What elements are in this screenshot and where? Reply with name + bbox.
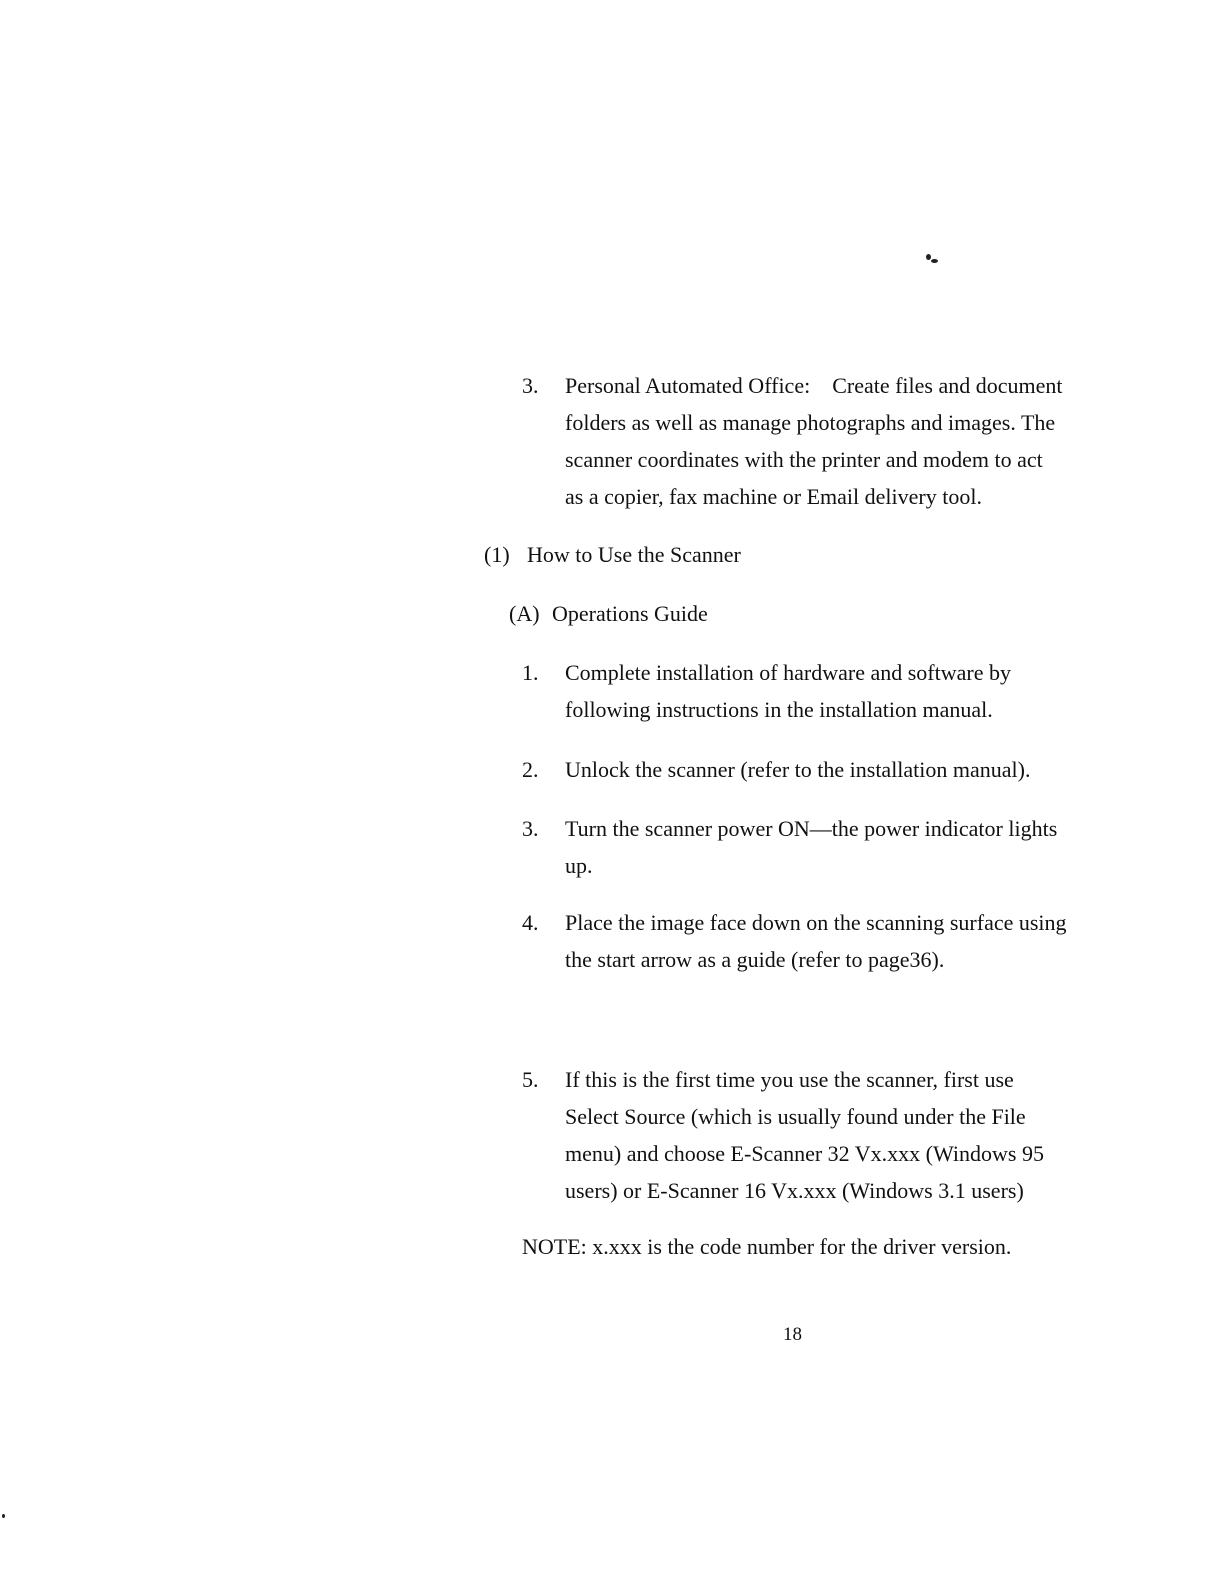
- step-line: menu) and choose E-Scanner 32 Vx.xxx (Windows 95: [565, 1141, 1044, 1166]
- step-text: [565, 654, 1122, 728]
- step-number: 4.: [522, 910, 539, 935]
- step-item: [522, 810, 1122, 884]
- step-line: following instructions in the installation manual.: [565, 697, 993, 722]
- top-item-line: Personal Automated Office: Create files and document: [565, 373, 1063, 398]
- subsection-number: (A): [509, 601, 540, 626]
- top-item-number: 3.: [522, 373, 539, 398]
- section-heading: [484, 536, 741, 573]
- section-number: (1): [484, 542, 510, 567]
- top-list-item: [522, 367, 1122, 515]
- step-text: [565, 810, 1122, 884]
- step-text: [565, 751, 1122, 788]
- subsection-title: Operations Guide: [552, 601, 708, 626]
- step-number: 3.: [522, 816, 539, 841]
- step-number: 2.: [522, 757, 539, 782]
- step-line: If this is the first time you use the scanner, first use: [565, 1067, 1014, 1092]
- step-number: 5.: [522, 1067, 539, 1092]
- section-title: How to Use the Scanner: [527, 542, 741, 567]
- top-item-line: scanner coordinates with the printer and modem to act: [565, 447, 1043, 472]
- step-line: Select Source (which is usually found under the File: [565, 1104, 1026, 1129]
- step-line: up.: [565, 853, 593, 878]
- step-text: [565, 904, 1122, 978]
- step-number: 1.: [522, 660, 539, 685]
- scan-speck: [926, 254, 931, 260]
- step-item: [522, 654, 1122, 728]
- subsection-heading: [509, 595, 708, 632]
- scan-speck: [931, 259, 938, 263]
- step-item: [522, 751, 1122, 788]
- top-item-line: folders as well as manage photographs and images. The: [565, 410, 1056, 435]
- step-text: [565, 1061, 1122, 1209]
- step-item: [522, 904, 1122, 978]
- step-line: Turn the scanner power ON—the power indicator lights: [565, 816, 1058, 841]
- step-line: the start arrow as a guide (refer to page36).: [565, 947, 945, 972]
- step-line: users) or E-Scanner 16 Vx.xxx (Windows 3.1 users): [565, 1178, 1024, 1203]
- top-item-text: [565, 367, 1122, 515]
- top-item-line: as a copier, fax machine or Email delivery tool.: [565, 484, 982, 509]
- page-number: 18: [783, 1324, 802, 1345]
- scan-speck: [2, 1514, 5, 1518]
- step-line: Place the image face down on the scanning surface using: [565, 910, 1067, 935]
- step-line: Unlock the scanner (refer to the installation manual).: [565, 757, 1031, 782]
- step-line: Complete installation of hardware and software by: [565, 660, 1011, 685]
- driver-version-note: NOTE: x.xxx is the code number for the driver version.: [522, 1234, 1012, 1259]
- step-item: [522, 1061, 1122, 1209]
